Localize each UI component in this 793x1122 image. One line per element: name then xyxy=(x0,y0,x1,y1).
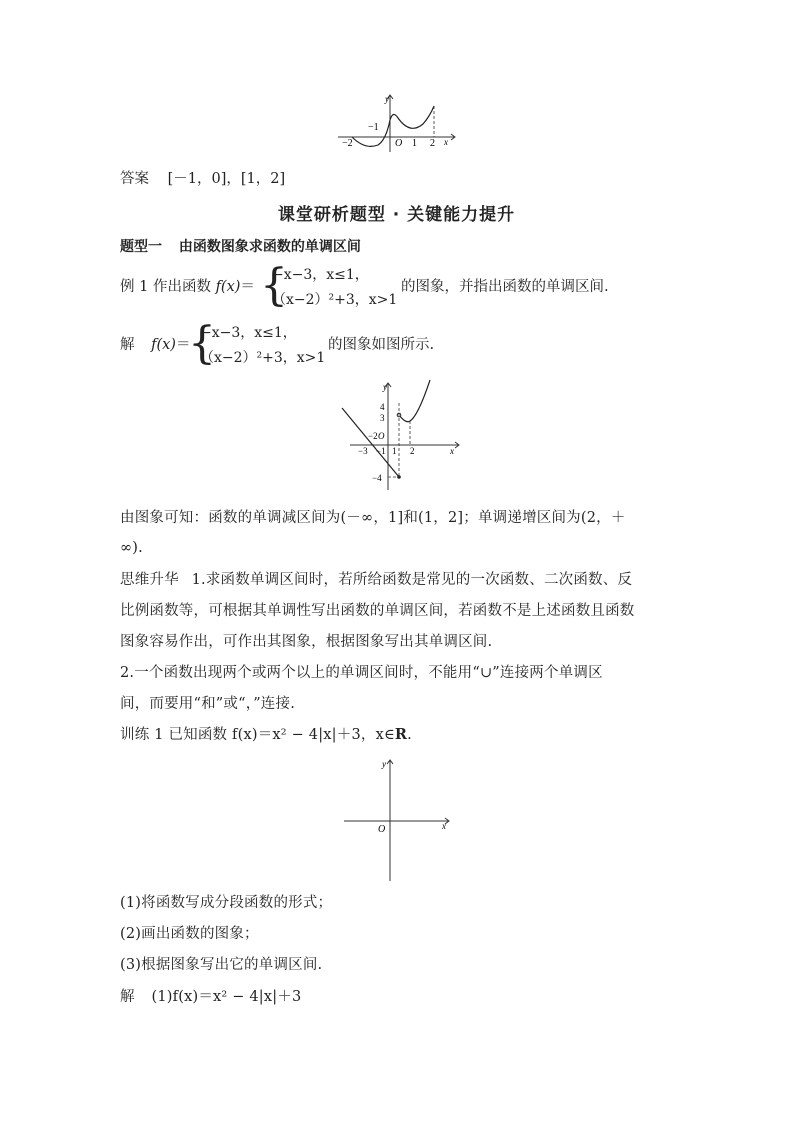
y-label: y xyxy=(382,759,386,769)
piecewise-case-2: （x−2）²+3，x>1 xyxy=(272,292,398,308)
thinking-line-5: 间，而要用“和”或“，”连接. xyxy=(120,696,296,712)
left-brace: { xyxy=(188,318,216,369)
answer-value: [－1，0]，[1，2] xyxy=(167,171,286,187)
x-label: x xyxy=(450,446,454,456)
function-name: f(x) xyxy=(215,279,241,295)
thinking-line-1 xyxy=(120,565,632,595)
y-label: y xyxy=(385,94,389,104)
piecewise-case-2: （x−2）²+3，x>1 xyxy=(200,350,326,366)
function-name: f(x) xyxy=(151,337,176,353)
thinking-text: 1.求函数单调区间时，若所给函数是常见的一次函数、二次函数、反 xyxy=(191,572,633,588)
type-label: 题型一 xyxy=(120,239,162,255)
thinking-line-4: 2.一个函数出现两个或两个以上的单调区间时，不能用“∪”连接两个单调区 xyxy=(120,665,603,681)
blank-axes xyxy=(340,755,455,885)
tick-label: 4 xyxy=(380,402,385,412)
y-label: y xyxy=(383,382,387,392)
solution-label: 解 xyxy=(120,337,135,353)
thinking-line-2: 比例函数等，可根据其单调性写出函数的单调区间，若函数不是上述函数且函数 xyxy=(120,603,635,619)
solution-text: (1)f(x)＝x² − 4|x|＋3 xyxy=(151,989,302,1005)
piecewise-case-1: −x−3，x≤1， xyxy=(272,267,369,283)
solution-1-suffix: 的图象如图所示. xyxy=(328,337,435,353)
period: . xyxy=(407,727,412,743)
conclusion-line-2: ∞). xyxy=(120,540,143,556)
tick-label: −3 xyxy=(358,446,368,456)
answer-label: 答案 xyxy=(120,171,149,187)
tick-label: −1 xyxy=(376,446,386,456)
equals-sign: ＝ xyxy=(175,337,191,353)
parabola-piece xyxy=(399,380,430,422)
tick-label: 1 xyxy=(392,446,397,456)
function-graph-2 xyxy=(330,378,470,493)
piecewise-case-1: −x−3，x≤1， xyxy=(200,325,297,341)
origin-label: O xyxy=(378,824,386,835)
solution-1-prefix xyxy=(120,335,190,355)
x-label: x xyxy=(442,821,446,831)
answer xyxy=(120,169,285,189)
thinking-label: 思维升华 xyxy=(120,572,179,588)
tick-label: 2 xyxy=(410,446,415,456)
tick-label: 1 xyxy=(412,138,417,149)
question-3: (3)根据图象写出它的单调区间. xyxy=(120,957,323,973)
training-1 xyxy=(120,720,412,750)
training-text: 训练 1 已知函数 f(x)＝x² − 4|x|＋3，x∈ xyxy=(120,727,395,743)
section-title: 课堂研析题型 · 关键能力提升 xyxy=(277,205,516,225)
solution-2 xyxy=(120,982,301,1012)
solution-label: 解 xyxy=(120,989,135,1005)
origin-label: O xyxy=(395,138,403,149)
thinking-line-3: 图象容易作出，可作出其图象，根据图象写出其单调区间. xyxy=(120,634,493,650)
function-graph-1 xyxy=(330,90,460,160)
question-2: (2)画出函数的图象； xyxy=(120,926,259,942)
type-title: 由函数图象求函数的单调区间 xyxy=(178,239,361,255)
tick-label: 3 xyxy=(380,413,385,423)
tick-label: −2 xyxy=(368,431,378,441)
equals-sign: ＝ xyxy=(240,279,255,295)
type-heading xyxy=(120,236,361,256)
example-1-suffix: 的图象，并指出函数的单调区间. xyxy=(401,279,609,295)
tick-label: 2 xyxy=(430,138,435,149)
example-label: 例 1 作出函数 xyxy=(120,279,216,295)
real-set-symbol: R xyxy=(394,726,408,743)
line-piece xyxy=(342,408,399,477)
tick-label: −4 xyxy=(372,473,382,483)
curve-1 xyxy=(352,106,434,146)
tick-label: −1 xyxy=(368,122,379,133)
example-1-prefix xyxy=(120,277,255,297)
left-brace: { xyxy=(260,260,288,311)
question-1: (1)将函数写成分段函数的形式； xyxy=(120,895,333,911)
conclusion-line-1: 由图象可知：函数的单调减区间为(－∞，1]和(1，2]；单调递增区间为(2，＋ xyxy=(120,510,626,526)
tick-label: −2 xyxy=(342,138,353,149)
origin-label: O xyxy=(378,431,385,441)
x-label: x xyxy=(444,137,448,147)
